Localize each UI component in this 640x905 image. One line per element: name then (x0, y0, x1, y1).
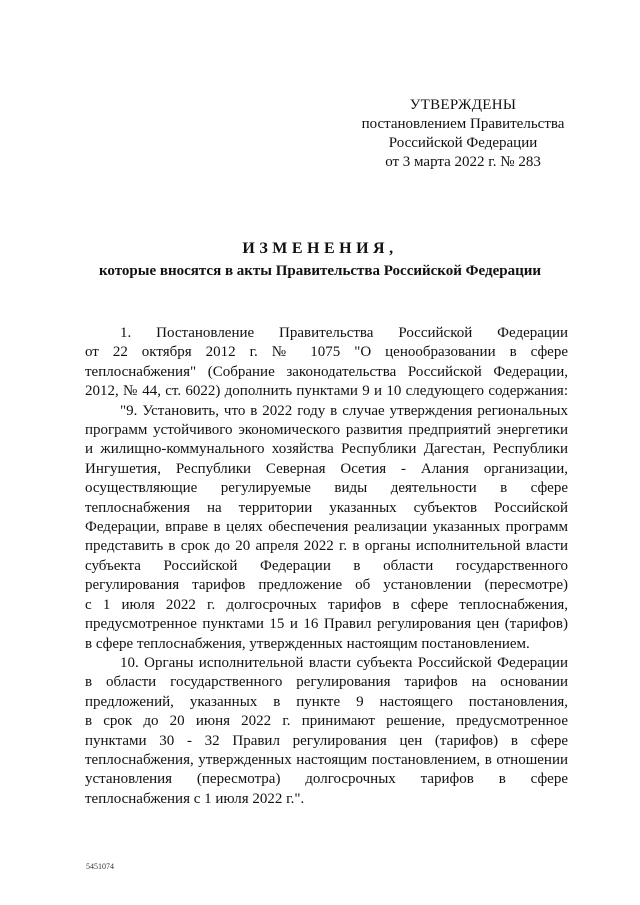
text-line: предложений, указанных в пункте 9 настоящего постановления, (85, 693, 568, 710)
document-subtitle: которые вносятся в акты Правительства Российской Федерации (98, 263, 542, 279)
text-line: 2012, № 44, ст. 6022) дополнить пунктами 9 и 10 следующего содержания: (85, 383, 568, 400)
approval-line: Российской Федерации (388, 135, 538, 151)
text-line: осуществляющие регулируемые виды деятельности в сфере (85, 480, 568, 497)
text-line: программ устойчивого экономического развития предприятий энергетики (85, 422, 568, 439)
text-line: представить в срок до 20 апреля 2022 г. в органы исполнительной власти (85, 538, 568, 555)
document-title: ИЗМЕНЕНИЯ, (242, 240, 398, 257)
document-code: 5451074 (86, 862, 114, 871)
approval-line: постановлением Правительства (361, 116, 565, 132)
text-line: установления (пересмотра) долгосрочных тарифов в сфере (85, 771, 568, 788)
text-line: с 1 июля 2022 г. долгосрочных тарифов в сфере теплоснабжения, (85, 596, 568, 613)
text-line: 10. Органы исполнительной власти субъекта Российской Федерации (120, 654, 568, 671)
text-line: в области государственного регулирования тарифов на основании (85, 674, 568, 691)
approval-date-number: от 3 марта 2022 г. № 283 (385, 154, 541, 170)
text-line: теплоснабжения с 1 июля 2022 г.". (85, 790, 305, 807)
text-line: 1. Постановление Правительства Российской Федерации (120, 325, 568, 341)
text-line: пунктами 30 - 32 Правил регулирования цен (тарифов) в сфере (85, 732, 568, 749)
text-line: субъекта Российской Федерации в области государственного (85, 557, 568, 574)
text-line: "9. Установить, что в 2022 году в случае утверждения региональных (120, 402, 568, 419)
text-line: и жилищно-коммунального хозяйства Республики Дагестан, Республики (85, 441, 568, 458)
text-line: теплоснабжения на территории указанных субъектов Российской (85, 499, 568, 516)
text-line: теплоснабжения, утвержденных настоящим постановлением, в отношении (85, 751, 568, 768)
document-body (85, 324, 568, 809)
approval-heading: УТВЕРЖДЕНЫ (409, 97, 517, 113)
text-line: теплоснабжения" (Собрание законодательства Российской Федерации, (85, 363, 568, 380)
text-line: Ингушетия, Республики Северная Осетия - Алания организации, (85, 460, 568, 477)
text-line: от 22 октября 2012 г. № 1075 "О ценообразовании в сфере (85, 344, 568, 361)
text-line: Федерации, вправе в целях обеспечения реализации указанных программ (85, 519, 568, 536)
approval-stamp (358, 96, 568, 172)
text-line: в сфере теплоснабжения, утвержденных настоящим постановлением. (85, 635, 530, 652)
text-line: регулирования тарифов предложение об установлении (пересмотре) (85, 577, 568, 594)
text-line: в срок до 20 июня 2022 г. принимают решение, предусмотренное (85, 713, 568, 730)
text-line: предусмотренное пунктами 15 и 16 Правил регулирования цен (тарифов) (85, 616, 568, 633)
